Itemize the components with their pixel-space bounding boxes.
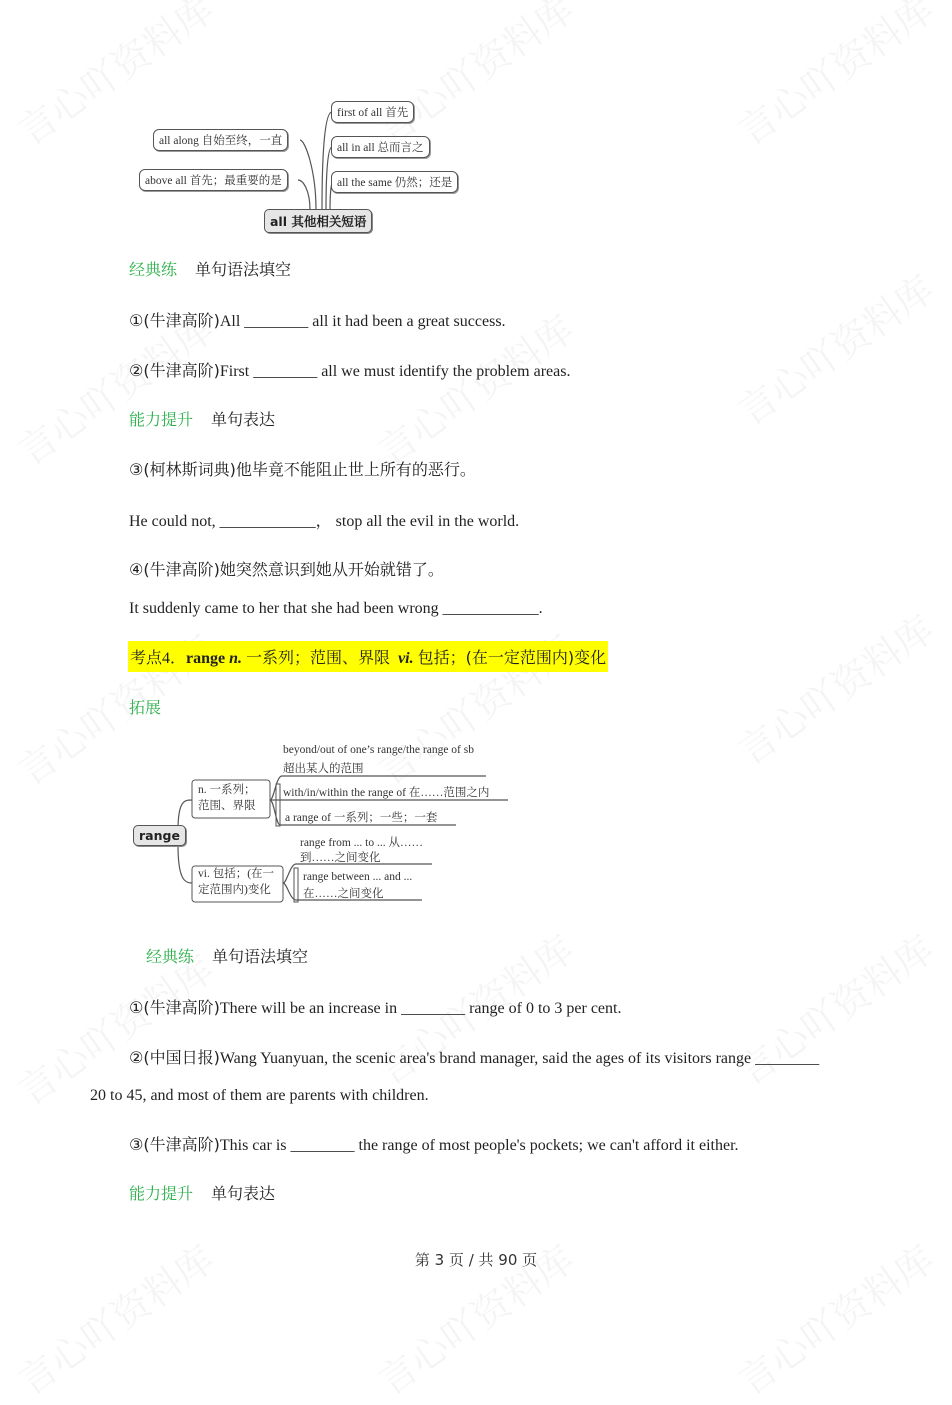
practice-label: 经典练	[129, 260, 178, 279]
range-noun-line-1: n. 一系列；	[198, 784, 256, 796]
sec1-question-3-answer: He could not, ____________， stop all the evil in the world.	[129, 513, 520, 530]
tuozhan-label: 拓展	[129, 698, 162, 717]
sec1-question-3-prompt: ③(柯林斯词典)他毕竟不能阻止世上所有的恶行。	[129, 460, 476, 479]
question-source: ②(牛津高阶)	[129, 361, 220, 380]
range-phrase-beyond-en: beyond/out of one’s range/the range of sb	[283, 744, 474, 756]
question-text: There will be an increase in ________ range of 0 to 3 per cent.	[219, 1000, 622, 1017]
range-center-node: range	[133, 825, 186, 846]
sec2-question-1	[129, 995, 621, 1018]
range-noun-label	[198, 782, 256, 814]
all-center-node: all 其他相关短语	[264, 209, 372, 233]
question-text: This car is ________ the range of most people's pockets; we can't afford it either.	[219, 1137, 739, 1154]
question-source: ①(牛津高阶)	[129, 998, 220, 1017]
page-number-footer: 第 3 页 / 共 90 页	[414, 1251, 538, 1269]
ability-label: 能力提升	[129, 1184, 194, 1203]
ability-type: 单句表达	[211, 1184, 276, 1203]
phrase-all-in-all: all in all 总而言之	[331, 136, 430, 158]
kaodian-word: range	[186, 650, 226, 667]
phrase-all-the-same: all the same 仍然；还是	[331, 171, 458, 193]
range-phrase-beyond-cn: 超出某人的范围	[283, 763, 364, 775]
range-verb-line-1: vi. 包括；(在一	[198, 868, 275, 880]
range-phrase-between-en: range between ... and ...	[303, 871, 413, 883]
question-source: ②(中国日报)	[129, 1048, 220, 1067]
practice-label: 经典练	[146, 947, 195, 966]
ability-type: 单句表达	[211, 410, 276, 429]
watermark	[725, 920, 943, 1096]
sec1-question-4-prompt: ④(牛津高阶)她突然意识到她从开始就错了。	[129, 560, 444, 579]
range-noun-line-2: 范围、界限	[198, 800, 256, 812]
ability-label: 能力提升	[129, 410, 194, 429]
kaodian-label: 考点	[130, 648, 163, 667]
sec1-question-4-answer: It suddenly came to her that she had been wrong ____________.	[129, 600, 543, 617]
phrase-all-along: all along 自始至终，一直	[153, 129, 288, 151]
practice-heading-2	[146, 944, 308, 967]
kaodian-pos-vi: vi.	[398, 650, 414, 667]
phrase-above-all: above all 首先；最重要的是	[139, 169, 288, 191]
range-phrase-from-to-cn: 到……之间变化	[300, 852, 381, 864]
ability-heading-2	[129, 1181, 275, 1204]
sec2-question-2-continued: 20 to 45, and most of them are parents with children.	[90, 1087, 429, 1104]
question-text: First ________ all we must identify the problem areas.	[219, 363, 571, 380]
sec2-question-2	[129, 1045, 819, 1068]
phrase-first-of-all: first of all 首先	[331, 101, 414, 123]
range-verb-label	[198, 866, 274, 898]
range-phrase-a-range-of: a range of 一系列；一些；一套	[285, 812, 438, 824]
kaodian-pos-n: n.	[229, 650, 243, 667]
question-text: Wang Yuanyuan, the scenic area's brand manager, said the ages of its visitors range ________	[219, 1050, 820, 1067]
range-phrase-from-to-en: range from ... to ... 从……	[300, 837, 423, 849]
kaodian-number: 4．	[162, 650, 187, 667]
question-source: ③(牛津高阶)	[129, 1135, 220, 1154]
sec2-question-3	[129, 1132, 739, 1155]
kaodian-meaning-n: 一系列；范围、界限	[246, 648, 391, 667]
range-verb-line-2: 定范围内)变化	[198, 884, 271, 896]
range-phrase-within: with/in/within the range of 在……范围之内	[283, 787, 490, 799]
practice-type: 单句语法填空	[195, 260, 292, 279]
practice-type: 单句语法填空	[212, 947, 309, 966]
question-text: All ________ all it had been a great success.	[219, 313, 506, 330]
range-phrase-between-cn: 在……之间变化	[303, 888, 384, 900]
kaodian-meaning-vi: 包括；(在一定范围内)变化	[417, 648, 607, 667]
question-source: ①(牛津高阶)	[129, 311, 220, 330]
